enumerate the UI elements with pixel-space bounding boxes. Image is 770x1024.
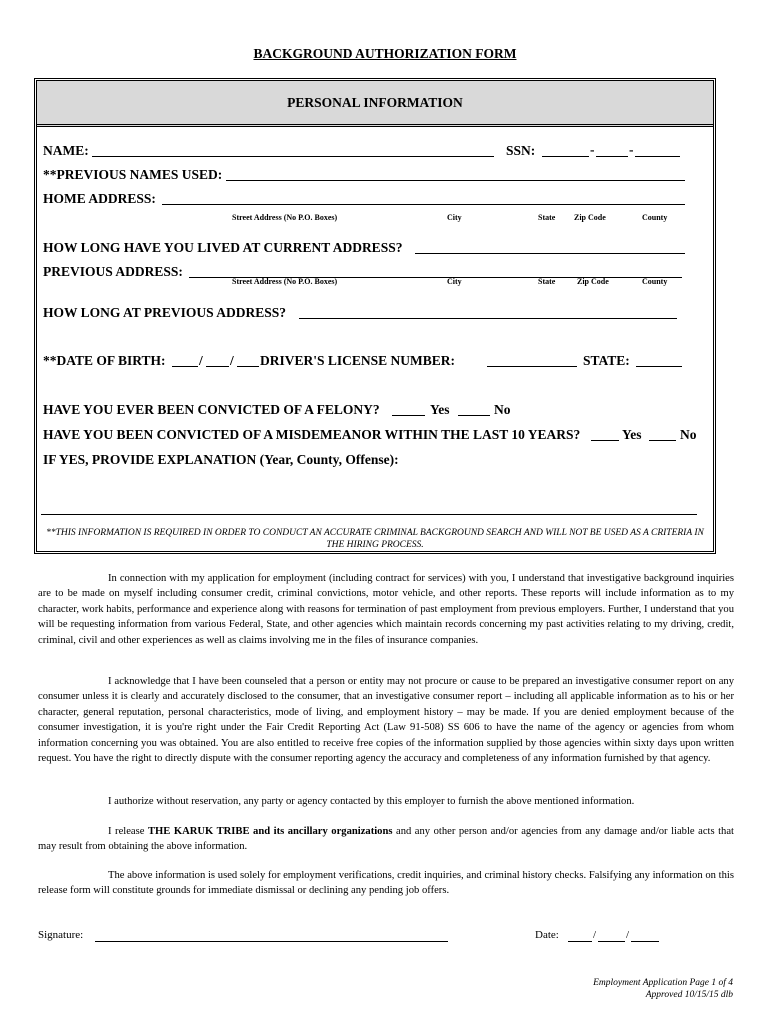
felony-yes-label: Yes [430,402,450,417]
misdemeanor-no-label: No [680,427,697,442]
form-title: BACKGROUND AUTHORIZATION FORM [253,46,517,61]
footer-approved: Approved 10/15/15 dlb [645,990,733,1000]
section-header [37,81,713,127]
prev-street-sublabel: Street Address (No P.O. Boxes) [232,277,338,286]
how-long-previous-field[interactable] [299,305,677,319]
home-city-sublabel: City [447,213,462,222]
dob-label: **DATE OF BIRTH: [43,353,166,368]
signature-field[interactable] [95,929,448,942]
date-month-field[interactable] [568,929,592,942]
date-sep-2: / [626,929,630,941]
state-label: STATE: [583,353,630,368]
paragraph-4-bold: THE KARUK TRIBE and its ancillary organizations [147,826,393,837]
ssn-field-1[interactable] [542,143,589,157]
previous-names-field[interactable] [226,167,685,181]
home-street-sublabel: Street Address (No P.O. Boxes) [232,213,338,222]
previous-address-field[interactable] [189,264,682,278]
name-label: NAME: [43,143,89,158]
paragraph-2 [38,674,734,766]
name-field[interactable] [92,143,494,157]
explanation-label: IF YES, PROVIDE EXPLANATION (Year, County, Offense): [43,452,399,467]
dob-sep-1: / [199,353,203,368]
paragraph-1 [38,571,734,648]
how-long-previous-label: HOW LONG AT PREVIOUS ADDRESS? [43,305,287,320]
home-state-sublabel: State [538,213,556,222]
ssn-label: SSN: [506,143,536,158]
misdemeanor-no-field[interactable] [649,427,676,441]
date-year-field[interactable] [631,929,659,942]
how-long-current-label: HOW LONG HAVE YOU LIVED AT CURRENT ADDRESS? [43,240,403,255]
dob-year-field[interactable] [237,353,259,367]
date-sep-1: / [593,929,597,941]
misdemeanor-label: HAVE YOU BEEN CONVICTED OF A MISDEMEANOR WITHIN THE LAST 10 YEARS? [43,427,581,442]
home-address-field[interactable] [162,191,685,205]
how-long-current-field[interactable] [415,240,685,254]
footer-page: Employment Application Page 1 of 4 [593,978,733,988]
dob-sep-2: / [230,353,234,368]
dob-day-field[interactable] [206,353,229,367]
ssn-field-2[interactable] [596,143,628,157]
paragraph-5-text: The above information is used solely for employment verifications, credit inquiries, and criminal history checks. Falsifying any information on this release form will constitute grounds for immediate dismissal or declining any pending job offers. [38,870,734,897]
previous-names-label: **PREVIOUS NAMES USED: [43,167,223,182]
signature-label: Signature: [38,929,84,941]
felony-no-field[interactable] [458,402,490,416]
felony-label: HAVE YOU EVER BEEN CONVICTED OF A FELONY? [43,402,380,417]
home-address-label: HOME ADDRESS: [43,191,156,206]
section-header-text: PERSONAL INFORMATION [287,95,463,110]
felony-yes-field[interactable] [392,402,425,416]
date-day-field[interactable] [598,929,625,942]
home-county-sublabel: County [642,213,668,222]
paragraph-2-text: I acknowledge that I have been counseled that a person or entity may not procure or cause to be prepared an investigative consumer report on any consumer unless it is clearly and accurately disclosed to the consumer, that an investigative consumer report – including all applicable information as to his or her character, general reputation, personal characteristics, mode of living, and employment history – may be made. If you are denied employment because of the consumer investigation, it is you're right under the Fair Credit Reporting Act (Law 91-508) SS 606 to have the name of the agency or agencies from whom information concerning you was obtained. You are also entitled to receive free copies of the information supplied by those agencies within sixty days upon written request. You have the right to directly dispute with the consumer reporting agency the accuracy and completeness of any information furnished by that agency. [38,676,734,765]
paragraph-3-text: I authorize without reservation, any party or agency contacted by this employer to furnish the above mentioned information. [108,796,635,807]
paragraph-4-pre: I release [108,826,145,837]
explanation-field[interactable] [41,501,697,515]
paragraph-4 [38,824,734,855]
paragraph-5 [38,868,734,899]
drivers-license-label: DRIVER'S LICENSE NUMBER: [260,353,456,368]
ssn-dash-2: - [629,142,634,157]
paragraph-1-text: In connection with my application for employment (including contract for services) with you, I understand that investigative background inquiries are to be made on myself including consumer credit, criminal convictions, motor vehicle, and other reports. These reports will include information as to my character, work habits, performance and experience along with reasons for termination of past employment from previous employers. Further, I understand that you will be requesting information from various Federal, State, and other agencies which maintain records concerning my past activities relating to my driving, credit, criminal, civil and other experiences as well as claims involving me in the files of insurance companies. [38,573,734,646]
paragraph-3 [38,794,734,809]
required-note: **THIS INFORMATION IS REQUIRED IN ORDER TO CONDUCT AN ACCURATE CRIMINAL BACKGROUND SEARCH AND WILL NOT BE USED AS A CRITERIA IN THE HIRING PROCESS. [46,528,704,550]
felony-no-label: No [494,402,511,417]
paragraph-4-post: and any other person and/or agencies from any damage and/or liable acts that may result from obtaining the above information. [38,826,734,853]
ssn-field-3[interactable] [635,143,680,157]
misdemeanor-yes-field[interactable] [591,427,619,441]
dob-month-field[interactable] [172,353,198,367]
misdemeanor-yes-label: Yes [622,427,642,442]
prev-state-sublabel: State [538,277,556,286]
prev-zip-sublabel: Zip Code [577,277,609,286]
drivers-license-field[interactable] [487,353,577,367]
ssn-dash-1: - [590,142,595,157]
home-zip-sublabel: Zip Code [574,213,606,222]
previous-address-label: PREVIOUS ADDRESS: [43,264,183,279]
prev-city-sublabel: City [447,277,462,286]
state-field[interactable] [636,353,682,367]
date-label: Date: [535,929,559,941]
prev-county-sublabel: County [642,277,668,286]
